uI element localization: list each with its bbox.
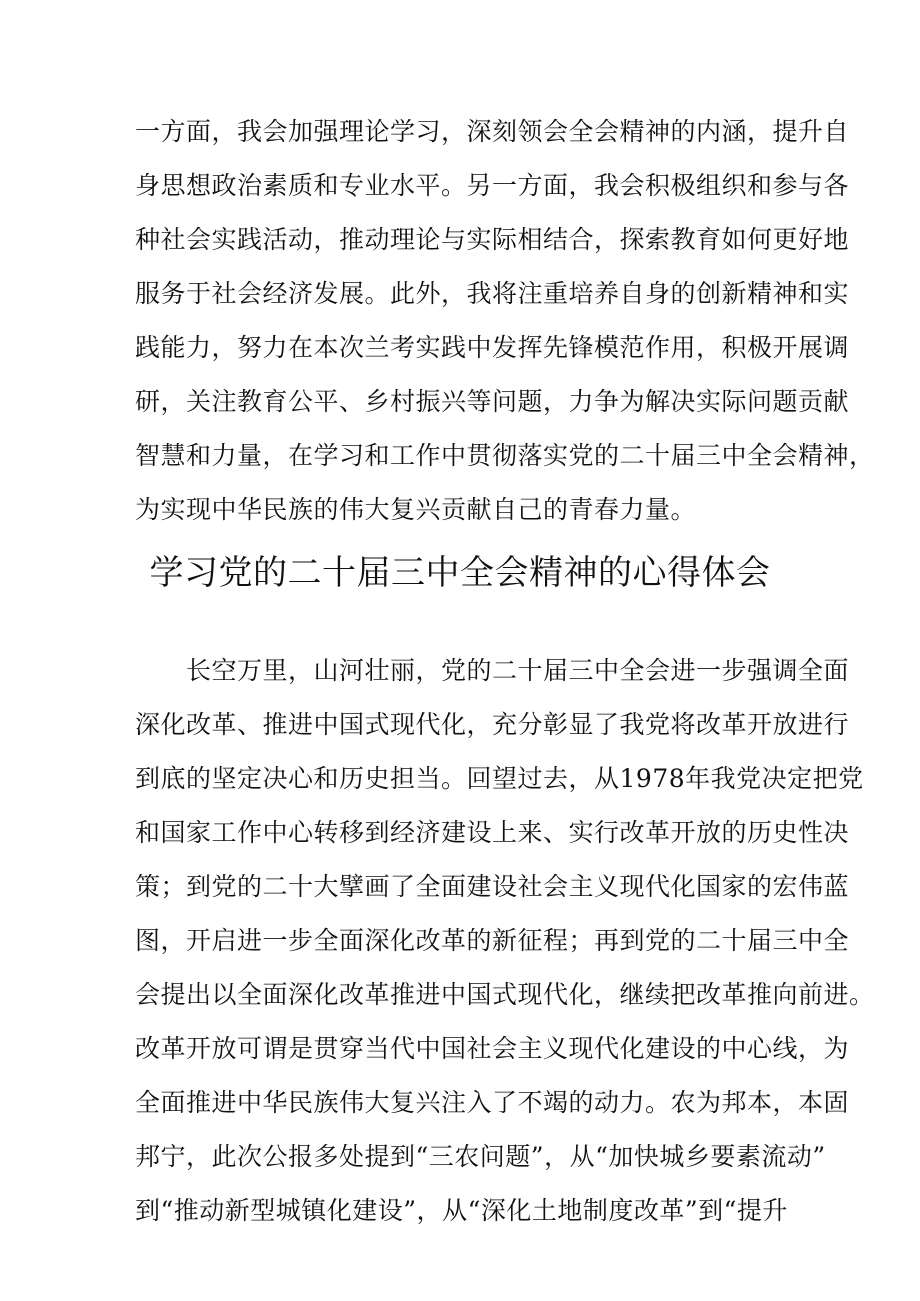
- paragraph-line: 种社会实践活动，推动理论与实际相结合，探索教育如何更好地: [135, 225, 850, 254]
- paragraph-line: 智慧和力量，在学习和工作中贯彻落实党的二十届三中全会精神，: [135, 441, 875, 470]
- section-title: 学习党的二十届三中全会精神的心得体会: [149, 553, 771, 593]
- body-paragraph: [135, 644, 875, 1238]
- paragraph-line: 和国家工作中心转移到经济建设上来、实行改革开放的历史性决: [135, 818, 850, 847]
- paragraph-line: 长空万里，山河壮丽，党的二十届三中全会进一步强调全面: [135, 656, 850, 685]
- paragraph-line: 深化改革、推进中国式现代化，充分彰显了我党将改革开放进行: [135, 710, 850, 739]
- paragraph-line: 策；到党的二十大擘画了全面建设社会主义现代化国家的宏伟蓝: [135, 872, 850, 901]
- paragraph-line: 到底的坚定决心和历史担当。回望过去，从1978年我党决定把党: [135, 764, 864, 793]
- paragraph-line: 到“推动新型城镇化建设”，从“深化土地制度改革”到“提升: [135, 1196, 788, 1225]
- paragraph-line: 研，关注教育公平、乡村振兴等问题，力争为解决实际问题贡献: [135, 387, 850, 416]
- paragraph-line: 全面推进中华民族伟大复兴注入了不竭的动力。农为邦本，本固: [135, 1088, 850, 1117]
- paragraph-line: 图，开启进一步全面深化改革的新征程；再到党的二十届三中全: [135, 926, 850, 955]
- paragraph-line: 改革开放可谓是贯穿当代中国社会主义现代化建设的中心线，为: [135, 1034, 850, 1063]
- paragraph-line: 会提出以全面深化改革推进中国式现代化，继续把改革推向前进。: [135, 980, 875, 1009]
- top-paragraph: [135, 105, 875, 537]
- paragraph-line: 一方面，我会加强理论学习，深刻领会全会精神的内涵，提升自: [135, 117, 850, 146]
- paragraph-line: 邦宁，此次公报多处提到“三农问题”，从“加快城乡要素流动”: [135, 1142, 826, 1171]
- paragraph-line: 为实现中华民族的伟大复兴贡献自己的青春力量。: [135, 495, 697, 524]
- paragraph-line: 身思想政治素质和专业水平。另一方面，我会积极组织和参与各: [135, 171, 850, 200]
- paragraph-line: 践能力，努力在本次兰考实践中发挥先锋模范作用，积极开展调: [135, 333, 850, 362]
- paragraph-line: 服务于社会经济发展。此外，我将注重培养自身的创新精神和实: [135, 279, 850, 308]
